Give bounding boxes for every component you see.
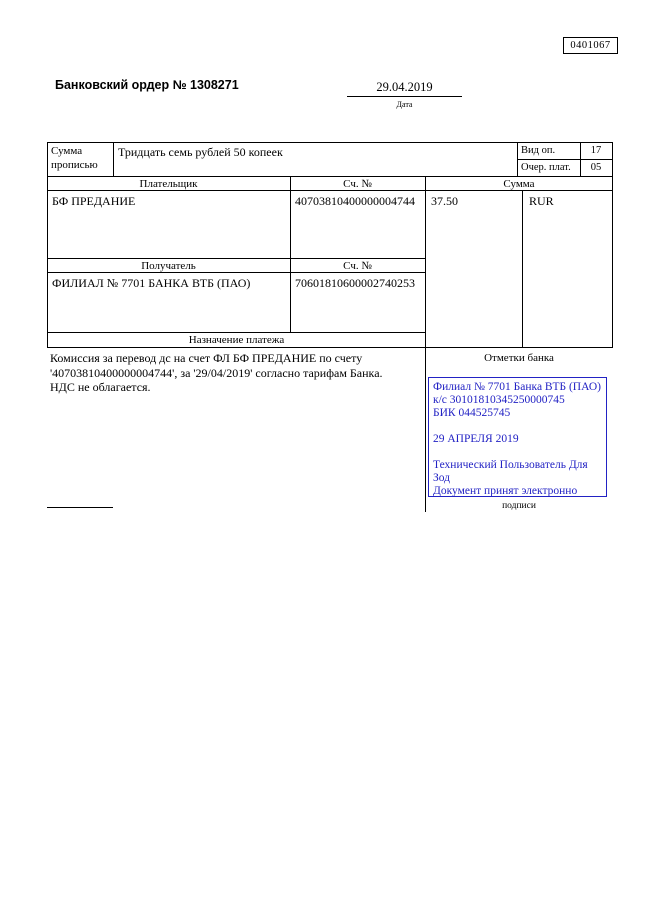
stamp-line: 29 АПРЕЛЯ 2019 — [433, 433, 519, 445]
date-label: Дата — [396, 100, 413, 109]
table-border-right — [612, 142, 613, 347]
payee-account: 70601810600002740253 — [295, 276, 415, 290]
date-value: 29.04.2019 — [347, 80, 462, 97]
table-border-headers-bottom — [47, 190, 613, 191]
table-border-amount-words-label — [113, 142, 114, 176]
table-border-purpose-header-bottom — [47, 347, 613, 348]
payee-header: Получатель — [141, 260, 196, 272]
stamp-line: Филиал № 7701 Банка ВТБ (ПАО) — [433, 381, 601, 393]
payee-name: ФИЛИАЛ № 7701 БАНКА ВТБ (ПАО) — [52, 276, 251, 290]
table-border-payee-header-bottom — [47, 272, 426, 273]
document-title: Банковский ордер № 1308271 — [55, 78, 239, 92]
op-kind-label: Вид оп. — [521, 145, 556, 156]
purpose-line: НДС не облагается. — [50, 380, 151, 394]
table-border-account-col — [290, 176, 291, 332]
stamp-line — [433, 446, 602, 459]
stamp-line — [433, 420, 602, 433]
stamp-line: Документ принят электронно — [433, 485, 578, 497]
table-border-op-left — [517, 142, 518, 176]
amount-header: Сумма — [503, 178, 535, 190]
stamp-line: к/с 30101810345250000745 — [433, 394, 565, 406]
stamp-line: Технический Пользователь Для — [433, 459, 588, 471]
payment-priority-label: Очер. плат. — [521, 162, 571, 173]
bank-marks-header: Отметки банка — [484, 352, 554, 364]
form-code: 0401067 — [570, 40, 611, 51]
payment-priority-value: 05 — [590, 162, 602, 173]
amount-value: 37.50 — [431, 194, 458, 208]
table-border-payee-top — [47, 258, 426, 259]
stamp-line: Зод — [433, 472, 451, 484]
purpose-line: '40703810400000004744', за '29/04/2019' согласно тарифам Банка. — [50, 365, 383, 380]
currency-code: RUR — [529, 194, 554, 208]
table-border-left — [47, 142, 48, 347]
form-code-box — [563, 37, 618, 54]
table-border-op-divider — [517, 159, 613, 160]
signatures-label: подписи — [502, 501, 536, 511]
bank-stamp — [428, 377, 607, 497]
payer-header: Плательщик — [139, 178, 198, 190]
table-border-purpose-top — [47, 332, 426, 333]
payer-account: 40703810400000004744 — [295, 194, 415, 208]
payee-account-header: Сч. № — [343, 260, 372, 272]
table-border-amount-words-bottom — [47, 176, 613, 177]
payer-account-header: Сч. № — [343, 178, 372, 190]
amount-in-words: Тридцать семь рублей 50 копеек — [118, 145, 283, 159]
payment-purpose-text — [50, 351, 424, 395]
amount-words-label-line1: Сумма — [51, 145, 83, 157]
signature-line — [47, 507, 113, 508]
purpose-header: Назначение платежа — [188, 334, 285, 346]
purpose-line: Комиссия за перевод дс на счет ФЛ БФ ПРЕДАНИЕ по счету — [50, 351, 363, 365]
op-kind-value: 17 — [590, 145, 602, 156]
table-border-currency-col — [522, 190, 523, 347]
amount-words-label-line2: прописью — [51, 159, 98, 171]
stamp-line: БИК 044525745 — [433, 407, 511, 419]
amount-words-label — [51, 144, 111, 172]
table-border-top — [47, 142, 613, 143]
payer-name: БФ ПРЕДАНИЕ — [52, 194, 136, 208]
